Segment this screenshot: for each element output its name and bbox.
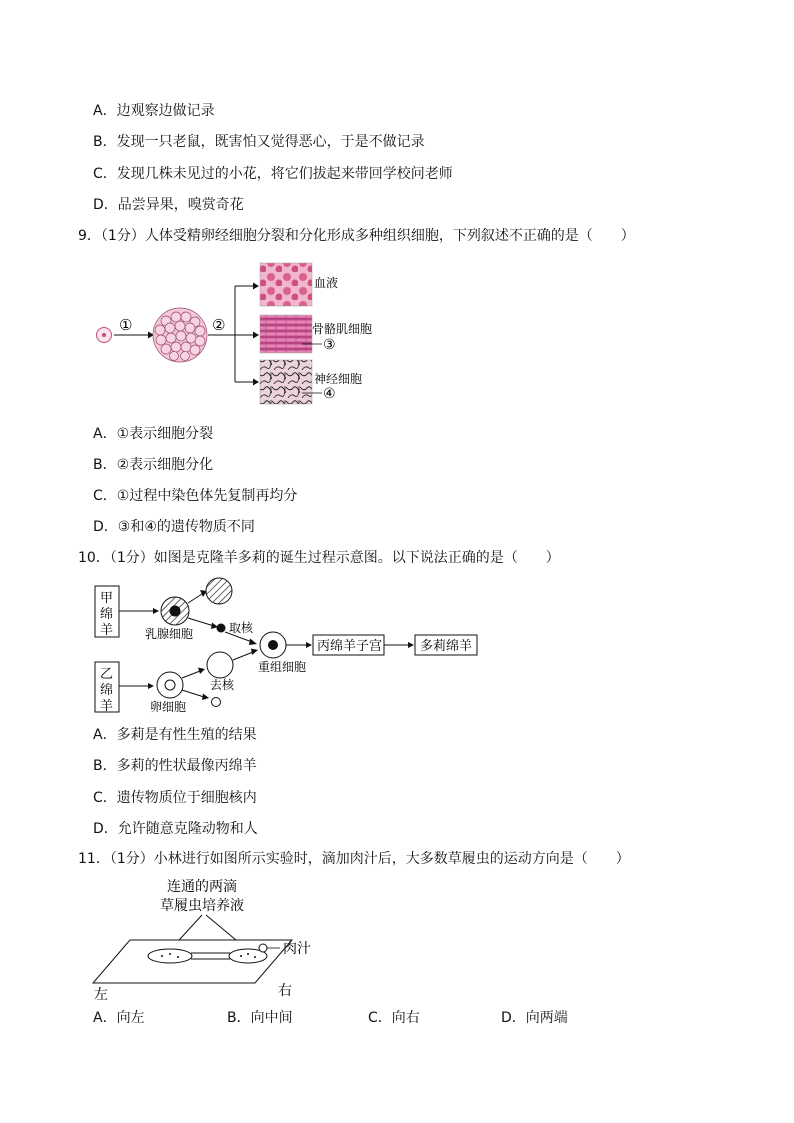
blood-tissue-image [260, 263, 312, 306]
q11-option-a: A．向左 [93, 1010, 145, 1026]
q11-label-line2: 草履虫培养液 [160, 898, 244, 914]
removed-nucleus-icon [212, 698, 221, 707]
q11-stem: 11．（1分）小林进行如图所示实验时，滴加肉汁后，大多数草履虫的运动方向是（ ） [78, 851, 630, 867]
q11-paramecium-figure [90, 873, 360, 1003]
enucleated-mammary-cell-icon [206, 578, 232, 604]
label-4: ④ [323, 386, 336, 402]
q11-option-c: C．向右 [368, 1010, 420, 1026]
sheep-b-char-2: 绵 [100, 683, 114, 698]
q10-option-b: B．多莉的性状最像丙绵羊 [93, 758, 257, 774]
q11-option-d: D．向两端 [501, 1010, 568, 1026]
q11-label-line1: 连通的两滴 [167, 879, 237, 895]
q8-option-a: A．边观察边做记录 [93, 103, 215, 119]
step-1-label: ① [119, 316, 133, 334]
enucleated-egg-icon [207, 652, 233, 678]
blood-label: 血液 [314, 276, 339, 290]
nerve-tissue-image [260, 360, 312, 404]
muscle-tissue-image [260, 315, 312, 353]
q10-option-c: C．遗传物质位于细胞核内 [93, 790, 257, 806]
q9-cell-differentiation-figure [90, 258, 390, 408]
q10-option-a: A．多莉是有性生殖的结果 [93, 727, 257, 743]
sheep-a-char-1: 甲 [100, 591, 114, 606]
uterus-label: 丙绵羊子宫 [317, 639, 383, 654]
q11-options-row [93, 1007, 713, 1025]
sheep-b-char-3: 羊 [100, 699, 114, 714]
sheep-a-char-2: 绵 [100, 607, 114, 622]
meat-juice-drop [259, 944, 267, 952]
recombined-cell-label: 重组细胞 [258, 660, 307, 674]
egg-cell-label: 卵细胞 [150, 700, 187, 714]
nerve-label: 神经细胞 [314, 372, 363, 386]
muscle-label: 骨骼肌细胞 [312, 322, 373, 336]
left-label: 左 [94, 987, 108, 1003]
q10-stem: 10．（1分）如图是克隆羊多莉的诞生过程示意图。以下说法正确的是（ ） [78, 550, 560, 566]
q9-option-d: D．③和④的遗传物质不同 [93, 519, 255, 535]
q9-option-b: B．②表示细胞分化 [93, 457, 214, 473]
q9-stem: 9．（1分）人体受精卵经细胞分裂和分化形成多种组织细胞，下列叙述不正确的是（ ） [78, 228, 635, 244]
q8-option-b: B．发现一只老鼠，既害怕又觉得恶心，于是不做记录 [93, 134, 425, 150]
cell-cluster-icon [153, 308, 207, 362]
label-3: ③ [323, 337, 336, 353]
q11-option-b: B．向中间 [227, 1010, 293, 1026]
take-nucleus-label: 取核 [229, 621, 254, 635]
sheep-b-char-1: 乙 [100, 667, 114, 682]
q10-cloning-figure [90, 576, 490, 716]
q9-option-c: C．①过程中染色体先复制再均分 [93, 488, 298, 504]
sheep-a-char-3: 羊 [100, 623, 114, 638]
left-drop [148, 949, 192, 963]
q10-option-d: D．允许随意克隆动物和人 [93, 821, 258, 837]
meat-juice-label: 肉汁 [283, 941, 311, 957]
nucleus-icon [217, 624, 226, 633]
q9-option-a: A．①表示细胞分裂 [93, 426, 214, 442]
q8-option-c: C．发现几株未见过的小花，将它们拔起来带回学校问老师 [93, 166, 453, 182]
step-2-label: ② [212, 316, 226, 334]
right-label: 右 [278, 983, 292, 999]
remove-nucleus-label: 去核 [210, 678, 235, 692]
dolly-label: 多莉绵羊 [420, 639, 473, 654]
q8-option-d: D．品尝异果，嗅赏奇花 [93, 197, 244, 213]
mammary-cell-label: 乳腺细胞 [145, 627, 194, 641]
